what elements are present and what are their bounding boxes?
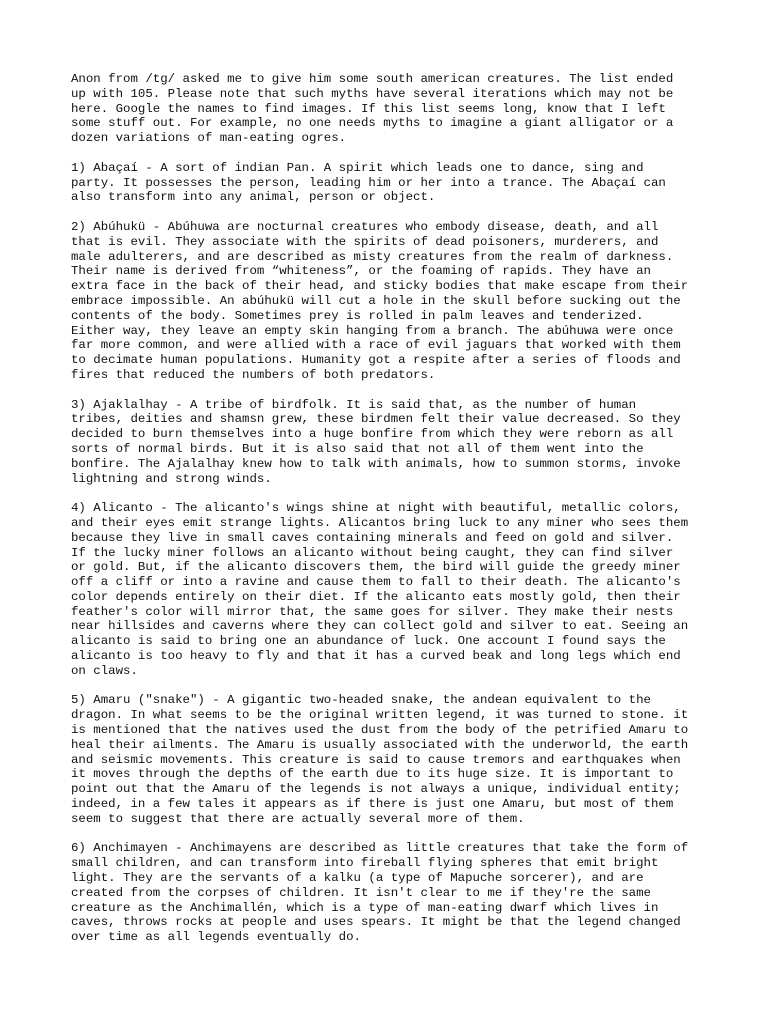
- entry-alicanto: 4) Alicanto - The alicanto's wings shine at night with beautiful, metallic colors, and their eyes emit strange lights. Alicantos bring luck to any miner who sees them because they live in small caves containing minerals and feed on gold and silver. If the lucky miner follows an alicanto without being caught, they can find silver or gold. But, if the alicanto discovers them, the bird will guide the greedy miner off a cliff or into a ravine and cause them to fall to their death. The alicanto's color depends entirely on their diet. If the alicanto eats mostly gold, then their feather's color will mirror that, the same goes for silver. They make their nests near hillsides and caverns where they can collect gold and silver to eat. Seeing an alicanto is said to bring one an abundance of luck. One account I found says the alicanto is too heavy to fly and that it has a curved beak and long legs which end on claws.: [71, 501, 689, 678]
- entry-ajaklalhay: 3) Ajaklalhay - A tribe of birdfolk. It is said that, as the number of human tribes, deities and shamsn grew, these birdmen felt their value decreased. So they decided to burn themselves into a huge bonfire from which they were reborn as all sorts of normal birds. But it is also said that not all of them went into the bonfire. The Ajalalhay knew how to talk with animals, how to summon storms, invoke lightning and strong winds.: [71, 397, 681, 486]
- document-body: [71, 72, 701, 960]
- entry-anchimayen: 6) Anchimayen - Anchimayens are described as little creatures that take the form of small children, and can transform into fireball flying spheres that emit bright light. They are the servants of a kalku (a type of Mapuche sorcerer), and are created from the corpses of children. It isn't clear to me if they're the same creature as the Anchimallén, which is a type of man-eating dwarf which lives in caves, throws rocks at people and uses spears. It might be that the legend changed over time as all legends eventually do.: [71, 841, 689, 945]
- entry-amaru: 5) Amaru ("snake") - A gigantic two-headed snake, the andean equivalent to the dragon. In what seems to be the original written legend, it was turned to stone. it is mentioned that the natives used the dust from the body of the petrified Amaru to heal their ailments. The Amaru is usually associated with the underworld, the earth and seismic movements. This creature is said to cause tremors and earthquakes when it moves through the depths of the earth due to its huge size. It is important to point out that the Amaru of the legends is not always a unique, individual entity; indeed, in a few tales it appears as if there is just one Amaru, but most of them seem to suggest that there are actually several more of them.: [71, 693, 689, 826]
- intro-paragraph: Anon from /tg/ asked me to give him some south american creatures. The list ended up with 105. Please note that such myths have several iterations which may not be here. Google the names to find images. If this list seems long, know that I left some stuff out. For example, no one needs myths to imagine a giant alligator or a dozen variations of man-eating ogres.: [71, 72, 674, 146]
- entry-abacai: 1) Abaçaí - A sort of indian Pan. A spirit which leads one to dance, sing and party. It possesses the person, leading him or her into a trance. The Abaçaí can also transform into any animal, person or object.: [71, 160, 666, 205]
- entry-abuhuku: 2) Abúhukü - Abúhuwa are nocturnal creatures who embody disease, death, and all that is evil. They associate with the spirits of dead poisoners, murderers, and male adulterers, and are described as misty creatures from the realm of darkness. Their name is derived from “whiteness”, or the foaming of rapids. They have an extra face in the back of their head, and sticky bodies that make escape from their embrace impossible. An abúhukü will cut a hole in the skull before sucking out the contents of the body. Sometimes prey is rolled in palm leaves and tenderized. Either way, they leave an empty skin hanging from a branch. The abúhuwa were once far more common, and were allied with a race of evil jaguars that worked with them to decimate human populations. Humanity got a respite after a series of floods and fires that reduced the numbers of both predators.: [71, 219, 689, 382]
